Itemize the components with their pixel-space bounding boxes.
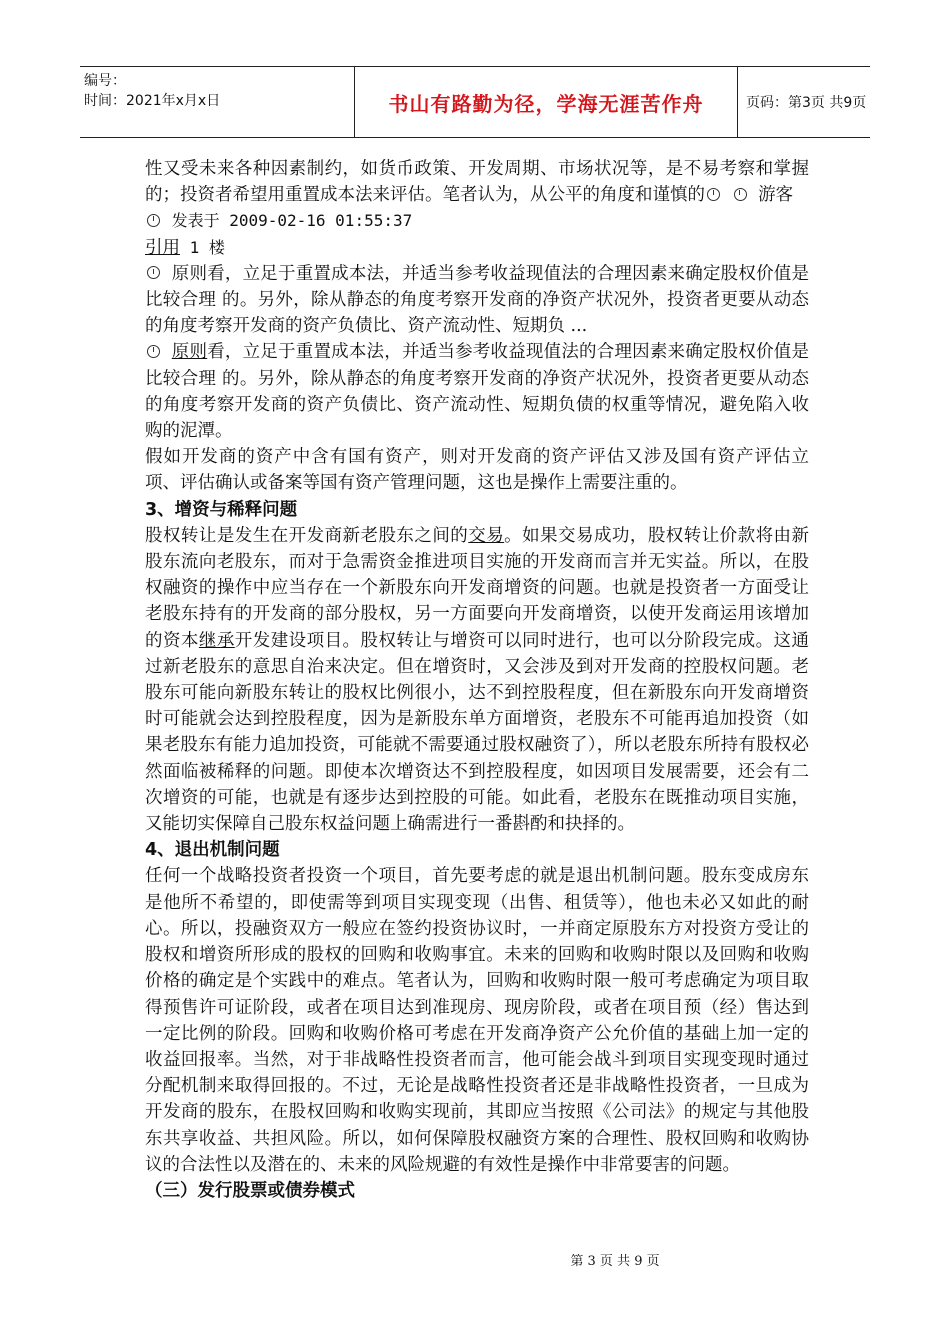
clock-icon bbox=[734, 188, 747, 201]
paragraph-text: 性又受未来各种因素制约，如货币政策、开发周期、市场状况等，是不易考察和掌握的；投资者希望用重置成本法来评估。笔者认为，从公平的角度和谨慎的 bbox=[145, 159, 809, 206]
paragraph bbox=[145, 339, 809, 444]
clock-icon bbox=[707, 188, 720, 201]
username: 游客 bbox=[758, 185, 794, 206]
header-motto: 书山有路勤为径，学海无涯苦作舟 bbox=[354, 67, 738, 137]
paragraph-text: 看，立足于重置成本法，并适当参考收益现值法的合理因素来确定股权价值是比较合理 的。另外，除从静态的角度考察开发商的净资产状况外，投资者更要从动态的角度考察开发商的资产负债比、资产流动性、短期负债的权重等情况，避免陷入收购的泥潭。 bbox=[145, 342, 810, 442]
paragraph bbox=[145, 523, 809, 837]
post-time: 发表于 2009-02-16 01:55:37 bbox=[171, 211, 413, 231]
paragraph bbox=[145, 156, 809, 208]
clock-icon bbox=[147, 345, 160, 358]
trade-link[interactable]: 交易 bbox=[468, 525, 505, 546]
header-number: 编号： bbox=[84, 73, 126, 89]
section-heading: （三）发行股票或债券模式 bbox=[145, 1180, 355, 1201]
paragraph: 假如开发商的资产中含有国有资产，则对开发商的资产评估又涉及国有资产评估立项、评估确认或备案等国有资产管理问题，这也是操作上需要注重的。 bbox=[145, 447, 809, 494]
header-page-number: 页码：第3页 共9页 bbox=[746, 95, 867, 111]
paragraph bbox=[145, 261, 809, 340]
paragraph-text: 原则看，立足于重置成本法，并适当参考收益现值法的合理因素来确定股权价值是比较合理 的。另外，除从静态的角度考察开发商的净资产状况外，投资者更要从动态的角度考察开发商的资产负债比、资产流动性、短期负 ... bbox=[145, 263, 809, 337]
page-footer: 第 3 页 共 9 页 bbox=[570, 1254, 660, 1269]
clock-icon bbox=[147, 214, 160, 227]
paragraph: 任何一个战略投资者投资一个项目，首先要考虑的就是退出机制问题。股东变成房东是他所不希望的，即使需等到项目实现变现（出售、租赁等），他也未必又如此的耐心。所以，投融资双方一般应在签约投资协议时，一并商定原股东方对投资方受让的股权和增资所形成的股权的回购和收购事宜。未来的回购和收购时限以及回购和收购价格的确定是个实践中的难点。笔者认为，回购和收购时限一般可考虑确定为项目取得预售许可证阶段，或者在项目达到准现房、现房阶段，或者在项目预（经）售达到一定比例的阶段。回购和收购价格可考虑在开发商净资产公允价值的基础上加一定的收益回报率。当然，对于非战略性投资者而言，他可能会战斗到项目实现变现时通过分配机制来取得回报的。不过，无论是战略性投资者还是非战略性投资者，一旦成为开发商的股东，在股权回购和收购实现前，其即应当按照《公司法》的规定与其他股东共享收益、共担风险。所以，如何保障股权融资方案的合理性、股权回购和收购协议的合法性以及潜在的、未来的风险规避的有效性是操作中非常要害的问题。 bbox=[145, 866, 809, 1175]
quote-line bbox=[145, 235, 809, 261]
paragraph-text: 股权转让是发生在开发商新老股东之间的 bbox=[145, 525, 469, 546]
principle-link[interactable]: 原则 bbox=[171, 342, 208, 363]
quote-link[interactable]: 引用 bbox=[145, 237, 180, 258]
clock-icon bbox=[147, 266, 160, 279]
floor-number: 1 楼 bbox=[180, 237, 225, 257]
page-header bbox=[80, 66, 870, 138]
post-time-line bbox=[145, 208, 809, 234]
section-heading: 3、增资与稀释问题 bbox=[145, 499, 298, 520]
document-body bbox=[145, 156, 809, 1204]
header-meta bbox=[84, 71, 284, 111]
header-time: 时间：2021年x月x日 bbox=[84, 93, 221, 109]
section-heading: 4、退出机制问题 bbox=[145, 840, 280, 861]
paragraph-text: 。如果交易成功，股权转让价款将由新股东流向老股东，而对于急需资金推进项目实施的开发商而言并无实益。所以，在股权融资的操作中应当存在一个新股东向开发商增资的问题。也就是投资者一方面受让老股东持有的开发商的部分股权，另一方面要向开发商增资，以使开发商运用该增加的资本 bbox=[145, 525, 810, 651]
paragraph-text: 开发建设项目。股权转让与增资可以同时进行，也可以分阶段完成。这通过新老股东的意思自治来决定。但在增资时，又会涉及到对开发商的控股权问题。老股东可能向新股东转让的股权比例很小，达不到控股程度，但在新股东向开发商增资时可能就会达到控股程度，因为是新股东单方面增资，老股东不可能再追加投资（如果老股东有能力追加投资，可能就不需要通过股权融资了），所以老股东所持有股权必然面临被稀释的问题。即使本次增资达不到控股程度，如因项目发展需要，还会有二次增资的可能，也就是有逐步达到控股的可能。如此看，老股东在既推动项目实施，又能切实保障自己股东权益问题上确需进行一番斟酌和抉择的。 bbox=[145, 630, 810, 835]
inherit-link[interactable]: 继承 bbox=[198, 630, 235, 651]
